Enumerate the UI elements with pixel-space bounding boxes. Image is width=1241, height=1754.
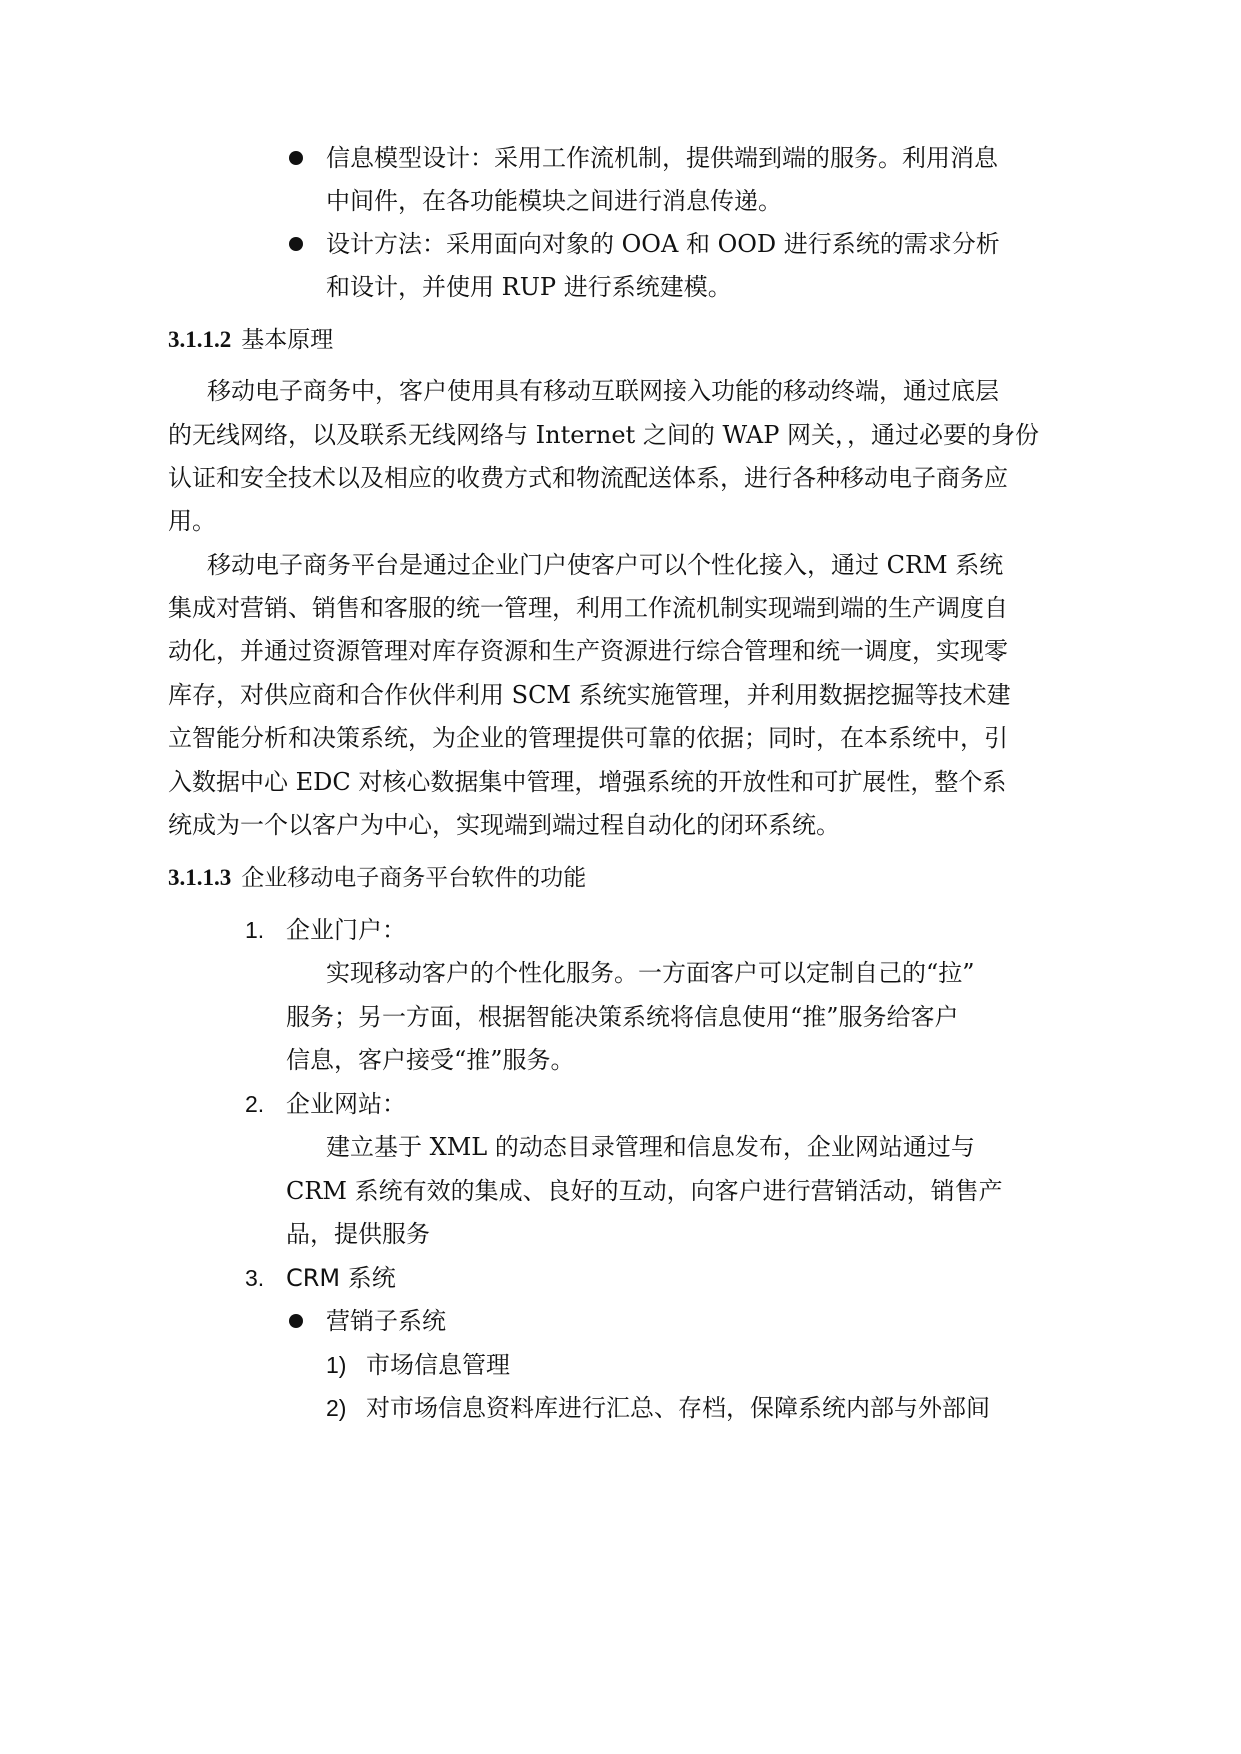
paragraph-line: 移动电子商务中，客户使用具有移动互联网接入功能的移动终端，通过底层	[207, 377, 999, 405]
list-item-line: 建立基于 XML 的动态目录管理和信息发布，企业网站通过与	[326, 1133, 975, 1161]
list-item-line: 品，提供服务	[286, 1220, 430, 1248]
paragraph-line: 的无线网络，以及联系无线网络与 Internet 之间的 WAP 网关，，通过必要的身份	[168, 421, 1040, 449]
section-title: 基本原理	[241, 327, 334, 353]
list-item-line: 信息，客户接受“推”服务。	[286, 1046, 575, 1074]
sub-list-marker: 1)	[326, 1352, 347, 1378]
paragraph-line: 动化，并通过资源管理对库存资源和生产资源进行综合管理和统一调度，实现零	[168, 637, 1008, 665]
list-item-line: 实现移动客户的个性化服务。一方面客户可以定制自己的“拉”	[326, 959, 975, 987]
bullet-text-line: 中间件，在各功能模块之间进行消息传递。	[326, 187, 782, 215]
sub-list-text: 市场信息管理	[366, 1351, 510, 1379]
bullet-icon	[289, 151, 303, 165]
section-number: 3.1.1.3	[168, 865, 232, 890]
list-item-label: 企业网站：	[286, 1090, 406, 1118]
paragraph-line: 库存，对供应商和合作伙伴利用 SCM 系统实施管理，并利用数据挖掘等技术建	[168, 681, 1011, 709]
section-title: 企业移动电子商务平台软件的功能	[241, 865, 587, 891]
list-item-label: CRM 系统	[286, 1264, 396, 1292]
sub-bullet-text: 营销子系统	[326, 1307, 446, 1335]
bullet-text-line: 信息模型设计：采用工作流机制，提供端到端的服务。利用消息	[326, 144, 998, 172]
paragraph-line: 集成对营销、销售和客服的统一管理，利用工作流机制实现端到端的生产调度自	[168, 594, 1008, 622]
paragraph-line: 移动电子商务平台是通过企业门户使客户可以个性化接入，通过 CRM 系统	[207, 551, 1004, 579]
bullet-text-line: 设计方法：采用面向对象的 OOA 和 OOD 进行系统的需求分析	[326, 230, 1000, 258]
bullet-icon	[289, 237, 303, 251]
paragraph-line: 统成为一个以客户为中心，实现端到端过程自动化的闭环系统。	[168, 811, 840, 839]
sub-list-text: 对市场信息资料库进行汇总、存档，保障系统内部与外部间	[366, 1394, 990, 1422]
list-marker: 2.	[245, 1091, 265, 1117]
paragraph-line: 立智能分析和决策系统，为企业的管理提供可靠的依据；同时，在本系统中，引	[168, 724, 1008, 752]
section-heading	[168, 863, 586, 893]
list-item-label: 企业门户：	[286, 916, 406, 944]
paragraph-line: 用。	[168, 507, 216, 535]
list-item-line: 服务；另一方面，根据智能决策系统将信息使用“推”服务给客户	[286, 1003, 959, 1031]
list-marker: 1.	[245, 917, 265, 943]
paragraph-line: 认证和安全技术以及相应的收费方式和物流配送体系，进行各种移动电子商务应	[168, 464, 1008, 492]
section-heading	[168, 325, 333, 355]
sub-list-marker: 2)	[326, 1395, 347, 1421]
bullet-text-line: 和设计，并使用 RUP 进行系统建模。	[326, 273, 732, 301]
paragraph-line: 入数据中心 EDC 对核心数据集中管理，增强系统的开放性和可扩展性，整个系	[168, 768, 1007, 796]
list-marker: 3.	[245, 1265, 265, 1291]
section-number: 3.1.1.2	[168, 327, 232, 352]
list-item-line: CRM 系统有效的集成、良好的互动，向客户进行营销活动，销售产	[286, 1177, 1003, 1205]
bullet-icon	[289, 1314, 303, 1328]
